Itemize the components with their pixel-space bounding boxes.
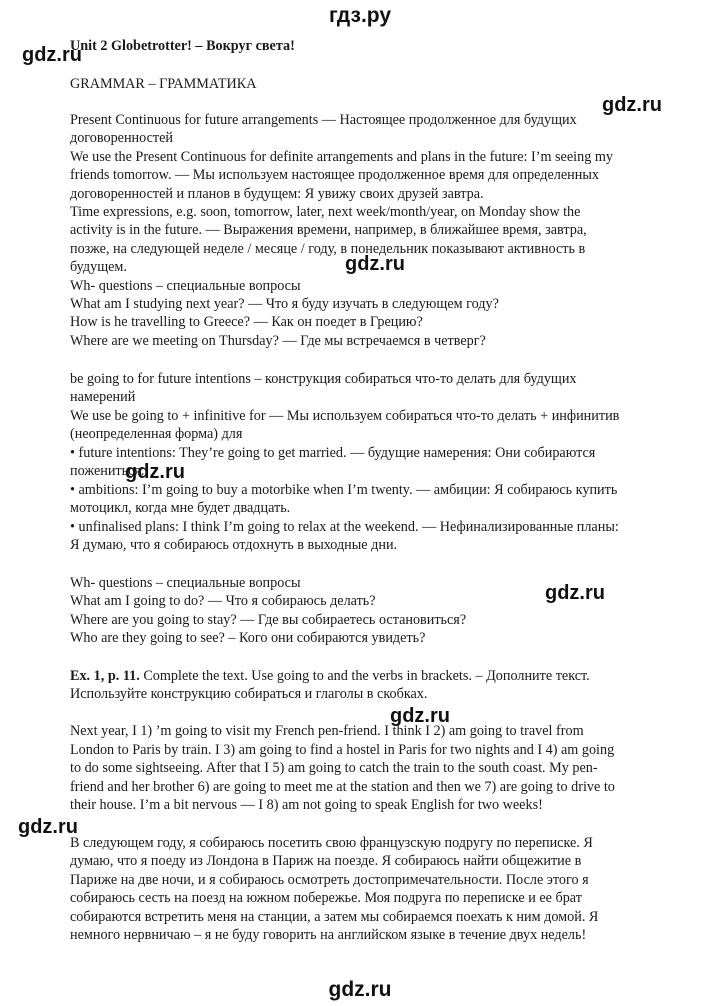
grammar-line: • ambitions: I’m going to buy a motorbike when I’m twenty. — амбиции: Я собираюсь купить: [70, 482, 618, 498]
grammar-line: будущем.: [70, 259, 127, 275]
grammar-line: • future intentions: They’re going to get married. — будущие намерения: Они собираются: [70, 445, 596, 461]
exercise-instruction: Используйте конструкцию собираться и глаголы в скобках.: [70, 686, 428, 702]
grammar-title: GRAMMAR – ГРАММАТИКА: [70, 76, 257, 92]
translation-line: В следующем году, я собираюсь посетить свою французскую подругу по переписке. Я: [70, 835, 593, 851]
grammar-line: We use be going to + infinitive for — Мы используем собираться что-то делать + инфинитив: [70, 408, 620, 424]
exercise-instruction-text: Complete the text. Use going to and the verbs in brackets. – Дополните текст.: [139, 668, 590, 684]
watermark: gdz.ru: [18, 816, 78, 838]
watermark: gdz.ru: [602, 94, 662, 116]
grammar-line: • unfinalised plans: I think I’m going to relax at the weekend. — Нефинализированные планы:: [70, 519, 619, 535]
grammar-line: friends tomorrow. — Мы используем настоящее продолженное время для определенных: [70, 167, 599, 183]
grammar-line: пожениться.: [70, 463, 145, 479]
grammar-line: What am I studying next year? — Что я буду изучать в следующем году?: [70, 296, 499, 312]
watermark: gdz.ru: [545, 582, 605, 604]
grammar-line: (неопределенная форма) для: [70, 426, 243, 442]
unit-heading: Unit 2 Globetrotter! – Вокруг света!: [70, 38, 295, 54]
translation-line: собираюсь сесть на поезд на южном побережье. Моя подруга по переписке и ее брат: [70, 890, 582, 906]
answer-line: friend and her brother 6) are going to meet me at the station and then we 7) are going to drive to: [70, 779, 615, 795]
grammar-line: What am I going to do? — Что я собираюсь делать?: [70, 593, 376, 609]
grammar-line: Where are we meeting on Thursday? — Где мы встречаемся в четверг?: [70, 333, 486, 349]
watermark-bottom: gdz.ru: [328, 978, 392, 1001]
exercise-label: Ex. 1, p. 11.: [70, 668, 140, 684]
watermark: gdz.ru: [22, 44, 82, 66]
watermark: gdz.ru: [390, 705, 450, 727]
translation-line: думаю, что я поеду из Лондона в Париж на поезде. Я собираюсь найти общежитие в: [70, 853, 582, 869]
answer-line: London to Paris by train. I 3) am going to find a hostel in Paris for two nights and I 4) am going: [70, 742, 615, 758]
grammar-line: намерений: [70, 389, 136, 405]
grammar-line: договоренностей: [70, 130, 173, 146]
grammar-line: be going to for future intentions – конструкция собираться что-то делать для будущих: [70, 371, 577, 387]
grammar-line: Who are they going to see? – Кого они собираются увидеть?: [70, 630, 426, 646]
grammar-line: позже, на следующей неделе / месяце / году, в понедельник показывают активность в: [70, 241, 586, 257]
grammar-line: Time expressions, e.g. soon, tomorrow, later, next week/month/year, on Monday show the: [70, 204, 581, 220]
watermark: gdz.ru: [345, 253, 405, 275]
grammar-line: Я думаю, что я собираюсь отдохнуть в выходные дни.: [70, 537, 398, 553]
answer-line: their house. I’m a bit nervous — I 8) am not going to speak English for two weeks!: [70, 797, 543, 813]
grammar-line: Where are you going to stay? — Где вы собираетесь остановиться?: [70, 612, 467, 628]
translation-line: немного нервничаю – я не буду говорить на английском языке в течение двух недель!: [70, 927, 587, 943]
grammar-line: How is he travelling to Greece? — Как он поедет в Грецию?: [70, 314, 423, 330]
grammar-line: Wh- questions – специальные вопросы: [70, 575, 301, 591]
watermark: gdz.ru: [125, 461, 185, 483]
watermark-top: гдз.ру: [328, 4, 392, 27]
grammar-line: договоренностей и планов в будущем: Я увижу своих друзей завтра.: [70, 186, 484, 202]
grammar-line: Wh- questions – специальные вопросы: [70, 278, 301, 294]
grammar-line: мотоцикл, когда мне будет двадцать.: [70, 500, 291, 516]
answer-line: Next year, I 1) ’m going to visit my French pen-friend. I think I 2) am going to travel from: [70, 723, 584, 739]
grammar-line: activity is in the future. — Выражения времени, например, в ближайшее время, завтра,: [70, 222, 587, 238]
translation-line: Париже на две ночи, и я собираюсь осмотреть достопримечательности. После этого я: [70, 872, 589, 888]
answer-line: to do some sightseeing. After that I 5) am going to catch the train to the south coast. My pen-: [70, 760, 598, 776]
exercise-instruction: [70, 667, 590, 685]
translation-line: собираются встретить меня на станции, а затем мы собираемся поехать к ним домой. Я: [70, 909, 599, 925]
grammar-line: Present Continuous for future arrangements — Настоящее продолженное для будущих: [70, 112, 577, 128]
grammar-line: We use the Present Continuous for definite arrangements and plans in the future: I’m seeing my: [70, 149, 613, 165]
